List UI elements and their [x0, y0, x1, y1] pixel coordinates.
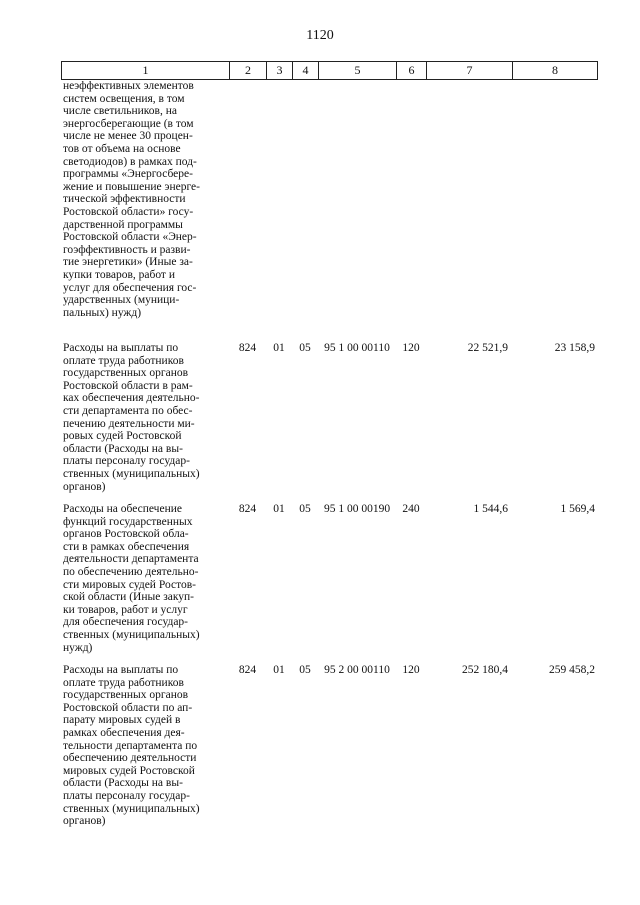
row-amount-col8: 259 458,2 — [549, 664, 595, 676]
row-amount-col7: 22 521,9 — [467, 342, 508, 354]
row-section-code: 01 — [273, 664, 285, 676]
row-expense-type: 120 — [402, 664, 420, 676]
row-subsection-code: 05 — [299, 664, 311, 676]
row-ministry-code: 824 — [238, 342, 257, 354]
row-amount-col7: 1 544,6 — [473, 503, 508, 515]
row-description: неэффективных элементов систем освещения, в том числе светильников, на энергосберегающие (в том числе не менее 30 процен- тов от объема на основе светодиодов) в рамках под- программы «Энергосбере- жение и повышение энерге- тической эффективности Ростовской области» госу- дарственной программы Ростовской области «Энер- гоэффективность и разви- тие энергетики» (Иные за- купки товаров, работ и услуг для обеспечения гос- ударственных (муници- пальных) нужд) — [63, 80, 200, 319]
row-expense-type: 120 — [402, 342, 420, 354]
row-ministry-code: 824 — [238, 503, 257, 515]
row-amount-col8: 1 569,4 — [560, 503, 595, 515]
row-description: Расходы на выплаты по оплате труда работников государственных органов Ростовской области в рам- ках обеспечения деятельно- сти департамента по обес- печению деятельности ми- ровых судей Ростовской области (Расходы на вы- платы персоналу государ- ственных (муниципальных) органов) — [63, 342, 200, 493]
row-description: Расходы на обеспечение функций государственных органов Ростовской обла- сти в рамках обеспечения деятельности департамента по обеспечению деятельно- сти мировых судей Ростов- ской области (Иные закуп- ки товаров, работ и услуг для обеспечения государ- ственных (муниципальных) нужд) — [63, 503, 200, 654]
row-target-code: 95 1 00 00110 — [324, 342, 390, 354]
row-expense-type: 240 — [402, 503, 420, 515]
header-col-5: 5 — [319, 62, 397, 79]
header-col-1: 1 — [62, 62, 230, 79]
row-target-code: 95 2 00 00110 — [324, 664, 390, 676]
header-col-4: 4 — [293, 62, 319, 79]
page-number: 1120 — [306, 28, 334, 43]
row-target-code: 95 1 00 00190 — [323, 503, 391, 515]
row-description: Расходы на выплаты по оплате труда работников государственных органов Ростовской области по ап- парату мировых судей в рамках обеспечения дея- тельности департамента по обеспечению деятельности мировых судей Ростовской области (Расходы на вы- платы персоналу государ- ственных (муниципальных) органов) — [63, 664, 200, 828]
row-ministry-code: 824 — [238, 664, 257, 676]
row-subsection-code: 05 — [299, 342, 311, 354]
row-section-code: 01 — [273, 503, 285, 515]
row-amount-col7: 252 180,4 — [462, 664, 508, 676]
header-col-8: 8 — [552, 63, 558, 77]
header-col-6: 6 — [397, 62, 427, 79]
header-col-7: 7 — [427, 62, 513, 79]
header-col-3: 3 — [267, 62, 293, 79]
row-subsection-code: 05 — [299, 503, 311, 515]
row-amount-col8: 23 158,9 — [554, 342, 595, 354]
table-header-row — [61, 61, 598, 80]
row-section-code: 01 — [273, 342, 285, 354]
header-col-2: 2 — [230, 62, 267, 79]
